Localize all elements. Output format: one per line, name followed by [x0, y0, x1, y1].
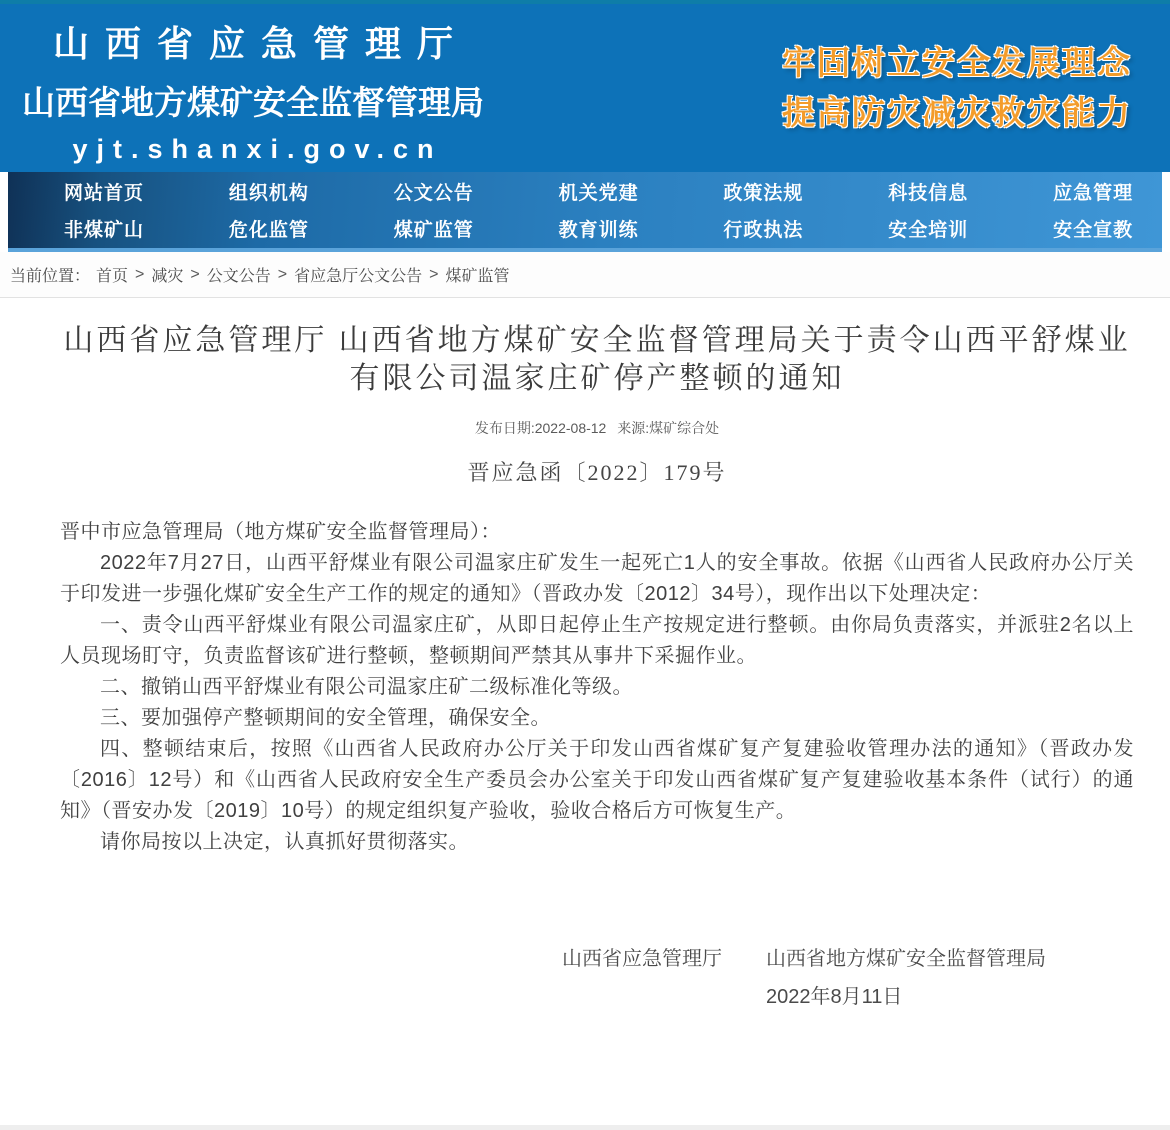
main-nav [8, 172, 1162, 252]
document-number: 晋应急函〔2022〕179号 [467, 460, 727, 485]
site-url: yjt.shanxi.gov.cn [72, 134, 443, 164]
paragraph-decision-2: 二、撤销山西平舒煤业有限公司温家庄矿二级标准化等级。 [100, 676, 633, 698]
site-slogan [782, 38, 1132, 138]
breadcrumb-item-home[interactable]: 首页 [96, 268, 129, 285]
breadcrumb-label: 当前位置： [10, 268, 91, 285]
paragraph-intro: 2022年7月27日，山西平舒煤业有限公司温家庄矿发生一起死亡1人的安全事故。依据《山西省人民政府办公厅关于印发进一步强化煤矿安全生产工作的规定的通知》（晋政办发〔2012〕34号），现作出以下处理决定： [60, 552, 1134, 605]
breadcrumb-item-coal-mine-supervision[interactable]: 煤矿监管 [445, 268, 510, 285]
nav-row-1 [8, 173, 1162, 209]
paragraph-decision-4: 四、整顿结束后，按照《山西省人民政府办公厅关于印发山西省煤矿复产复建验收管理办法的通知》（晋政办发〔2016〕12号）和《山西省人民政府安全生产委员会办公室关于印发山西省煤矿复产复建验收基本条件（试行）的通知》（晋安办发〔2019〕10号）的规定组织复产验收，验收合格后方可恢复生产。 [60, 738, 1134, 822]
nav-row-2 [8, 211, 1162, 247]
nav-item-public-notices[interactable]: 公文公告 [393, 182, 474, 204]
nav-item-emergency-management[interactable]: 应急管理 [1053, 182, 1134, 204]
paragraph-salutation: 晋中市应急管理局（地方煤矿安全监督管理局）： [60, 521, 501, 543]
nav-item-non-coal-mines[interactable]: 非煤矿山 [64, 220, 145, 242]
document-source: 来源:煤矿综合处 [617, 420, 720, 436]
page-bottom-divider [0, 1125, 1170, 1130]
signature-org-1: 山西省应急管理厅 [562, 948, 722, 970]
signature-column [766, 942, 1046, 1009]
nav-item-admin-enforcement[interactable]: 行政执法 [723, 220, 804, 242]
document-article [0, 298, 1170, 1009]
nav-item-coal-mine-supervision[interactable]: 煤矿监管 [393, 220, 474, 242]
signature-date: 2022年8月11日 [766, 986, 903, 1008]
signature-block [60, 942, 1046, 1009]
nav-item-home[interactable]: 网站首页 [64, 182, 145, 204]
nav-item-organization[interactable]: 组织机构 [228, 182, 309, 204]
nav-item-party-building[interactable]: 机关党建 [558, 182, 639, 204]
breadcrumb-separator: > [429, 265, 439, 283]
nav-item-education-training[interactable]: 教育训练 [558, 220, 639, 242]
paragraph-decision-1: 一、责令山西平舒煤业有限公司温家庄矿，从即日起停止生产按规定进行整顿。由你局负责落实，并派驻2名以上人员现场盯守，负责监督该矿进行整顿，整顿期间严禁其从事井下采掘作业。 [60, 614, 1134, 667]
breadcrumb-separator: > [135, 265, 145, 283]
publish-date: 发布日期:2022-08-12 [474, 420, 607, 436]
nav-item-safety-training[interactable]: 安全培训 [888, 220, 969, 242]
site-header [0, 0, 1170, 172]
breadcrumb-item-disaster-reduction[interactable]: 减灾 [151, 268, 184, 285]
breadcrumb-item-dept-public-notices[interactable]: 省应急厅公文公告 [294, 268, 423, 285]
breadcrumb-separator: > [277, 265, 288, 283]
agency-name-line2: 山西省地方煤矿安全监督管理局 [22, 84, 484, 121]
site-brand [18, 16, 488, 165]
breadcrumb-separator: > [190, 265, 200, 283]
document-meta [60, 418, 1134, 438]
nav-item-safety-publicity[interactable]: 安全宣教 [1053, 220, 1134, 242]
agency-name-line1: 山西省应急管理厅 [52, 23, 469, 64]
document-body [60, 517, 1134, 858]
paragraph-closing: 请你局按以上决定，认真抓好贯彻落实。 [100, 831, 469, 853]
breadcrumb-item-public-notices[interactable]: 公文公告 [206, 268, 271, 285]
breadcrumb [0, 252, 1170, 298]
nav-item-policies-regulations[interactable]: 政策法规 [723, 182, 804, 204]
nav-item-sci-tech-info[interactable]: 科技信息 [888, 182, 969, 204]
signature-org-2: 山西省地方煤矿安全监督管理局 [766, 948, 1046, 970]
document-title: 山西省应急管理厅 山西省地方煤矿安全监督管理局关于责令山西平舒煤业有限公司温家庄矿停产整顿的通知 [63, 324, 1131, 395]
nav-item-hazchem-supervision[interactable]: 危化监管 [228, 220, 309, 242]
slogan-line2: 提高防灾减灾救灾能力 [782, 94, 1132, 131]
slogan-line1: 牢固树立安全发展理念 [782, 44, 1132, 81]
paragraph-decision-3: 三、要加强停产整顿期间的安全管理，确保安全。 [100, 707, 551, 729]
